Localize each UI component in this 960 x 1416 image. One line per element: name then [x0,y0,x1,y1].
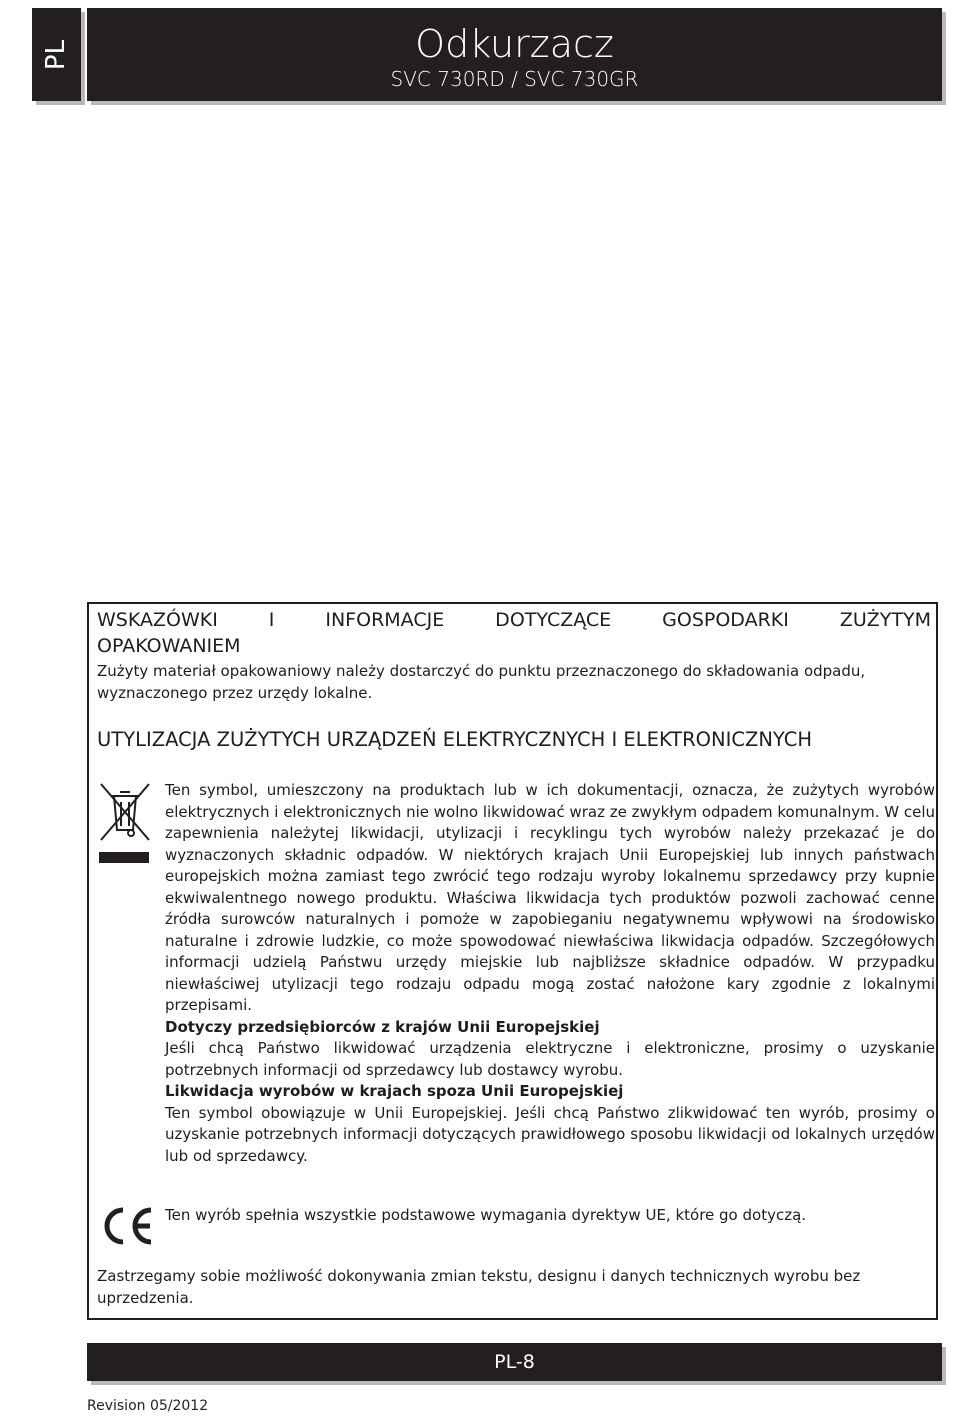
page-number-bar [87,1343,942,1381]
product-title: Odkurzacz [415,22,614,66]
page-number: PL-8 [494,1351,535,1373]
non-eu-text: Ten symbol obowiązuje w Unii Europejskiej. Jeśli chcą Państwo zlikwidować ten wyrób, prosimy o uzyskanie potrzebnych informacji dotyczących prawidłowego sposobu likwidacji od lokalnych urzędów lub od sprzedawcy. [165,1103,935,1165]
language-code: PL [41,39,72,70]
ce-text: Ten wyrób spełnia wszystkie podstawowe wymagania dyrektyw UE, które go dotyczą. [165,1206,807,1224]
packaging-heading-line1: WSKAZÓWKI I INFORMACJE DOTYCZĄCE GOSPODARKI ZUŻYTYM [97,609,931,631]
non-eu-heading: Likwidacja wyrobów w krajach spoza Unii Europejskiej [165,1082,624,1100]
weee-paragraph: Ten symbol, umieszczony na produktach lub w ich dokumentacji, oznacza, że zużytych wyrobów elektrycznych i elektronicznych nie wolno likwidować wraz ze zwykłym odpadem komunalnym. W celu zapewnienia należytej likwidacji, utylizacji i recyklingu tych wyrobów należy przekazać je do wyznaczonych składnic odpadów. W niektórych krajach Unii Europejskiej lub innych państwach europejskich można zamiast tego zwrócić tego rodzaju wyroby lokalnemu sprzedawcy przy kupnie ekwiwalentnego nowego produktu. Właściwa likwidacja tych produktów pozwoli zachować cenne źródła surowców naturalnych i pomoże w zapobieganiu negatywnemu wpływowi na środowisko naturalne i zdrowie ludzkie, co może spowodować niewłaściwa likwidacja odpadów. Szczegółowych informacji udzielą Państwu urzędy miejskie lub najbliższe składnice odpadów. W przypadku niewłaściwej utylizacji tego rodzaju odpadu mogą zostać nałożone kary zgodnie z lokalnymi przepisami. [165,781,935,1014]
packaging-text: Zużyty materiał opakowaniowy należy dostarczyć do punktu przeznaczonego do składowania odpadu, wyznaczonego przez urzędy lokalne. [97,662,866,702]
header-bar [87,8,942,101]
weee-description [165,780,935,1167]
packaging-heading-line2: OPAKOWANIEM [97,635,241,657]
eu-business-text: Jeśli chcą Państwo likwidować urządzenia elektryczne i elektroniczne, prosimy o uzyskanie potrzebnych informacji od sprzedawcy lub dostawcy wyrobu. [165,1039,935,1079]
language-tab [32,8,81,101]
weee-heading: UTYLIZACJA ZUŻYTYCH URZĄDZEŃ ELEKTRYCZNYCH I ELEKTRONICZNYCH [97,728,813,751]
disclaimer-text: Zastrzegamy sobie możliwość dokonywania zmian tekstu, designu i danych technicznych wyrobu bez uprzedzenia. [97,1267,861,1307]
information-box [87,602,938,1320]
eu-business-heading: Dotyczy przedsiębiorców z krajów Unii Europejskiej [165,1017,600,1036]
revision-label: Revision 05/2012 [87,1398,209,1414]
ce-mark-icon [99,1206,157,1246]
product-model: SVC 730RD / SVC 730GR [390,67,639,91]
crossed-out-wheelie-bin-icon [97,782,153,866]
